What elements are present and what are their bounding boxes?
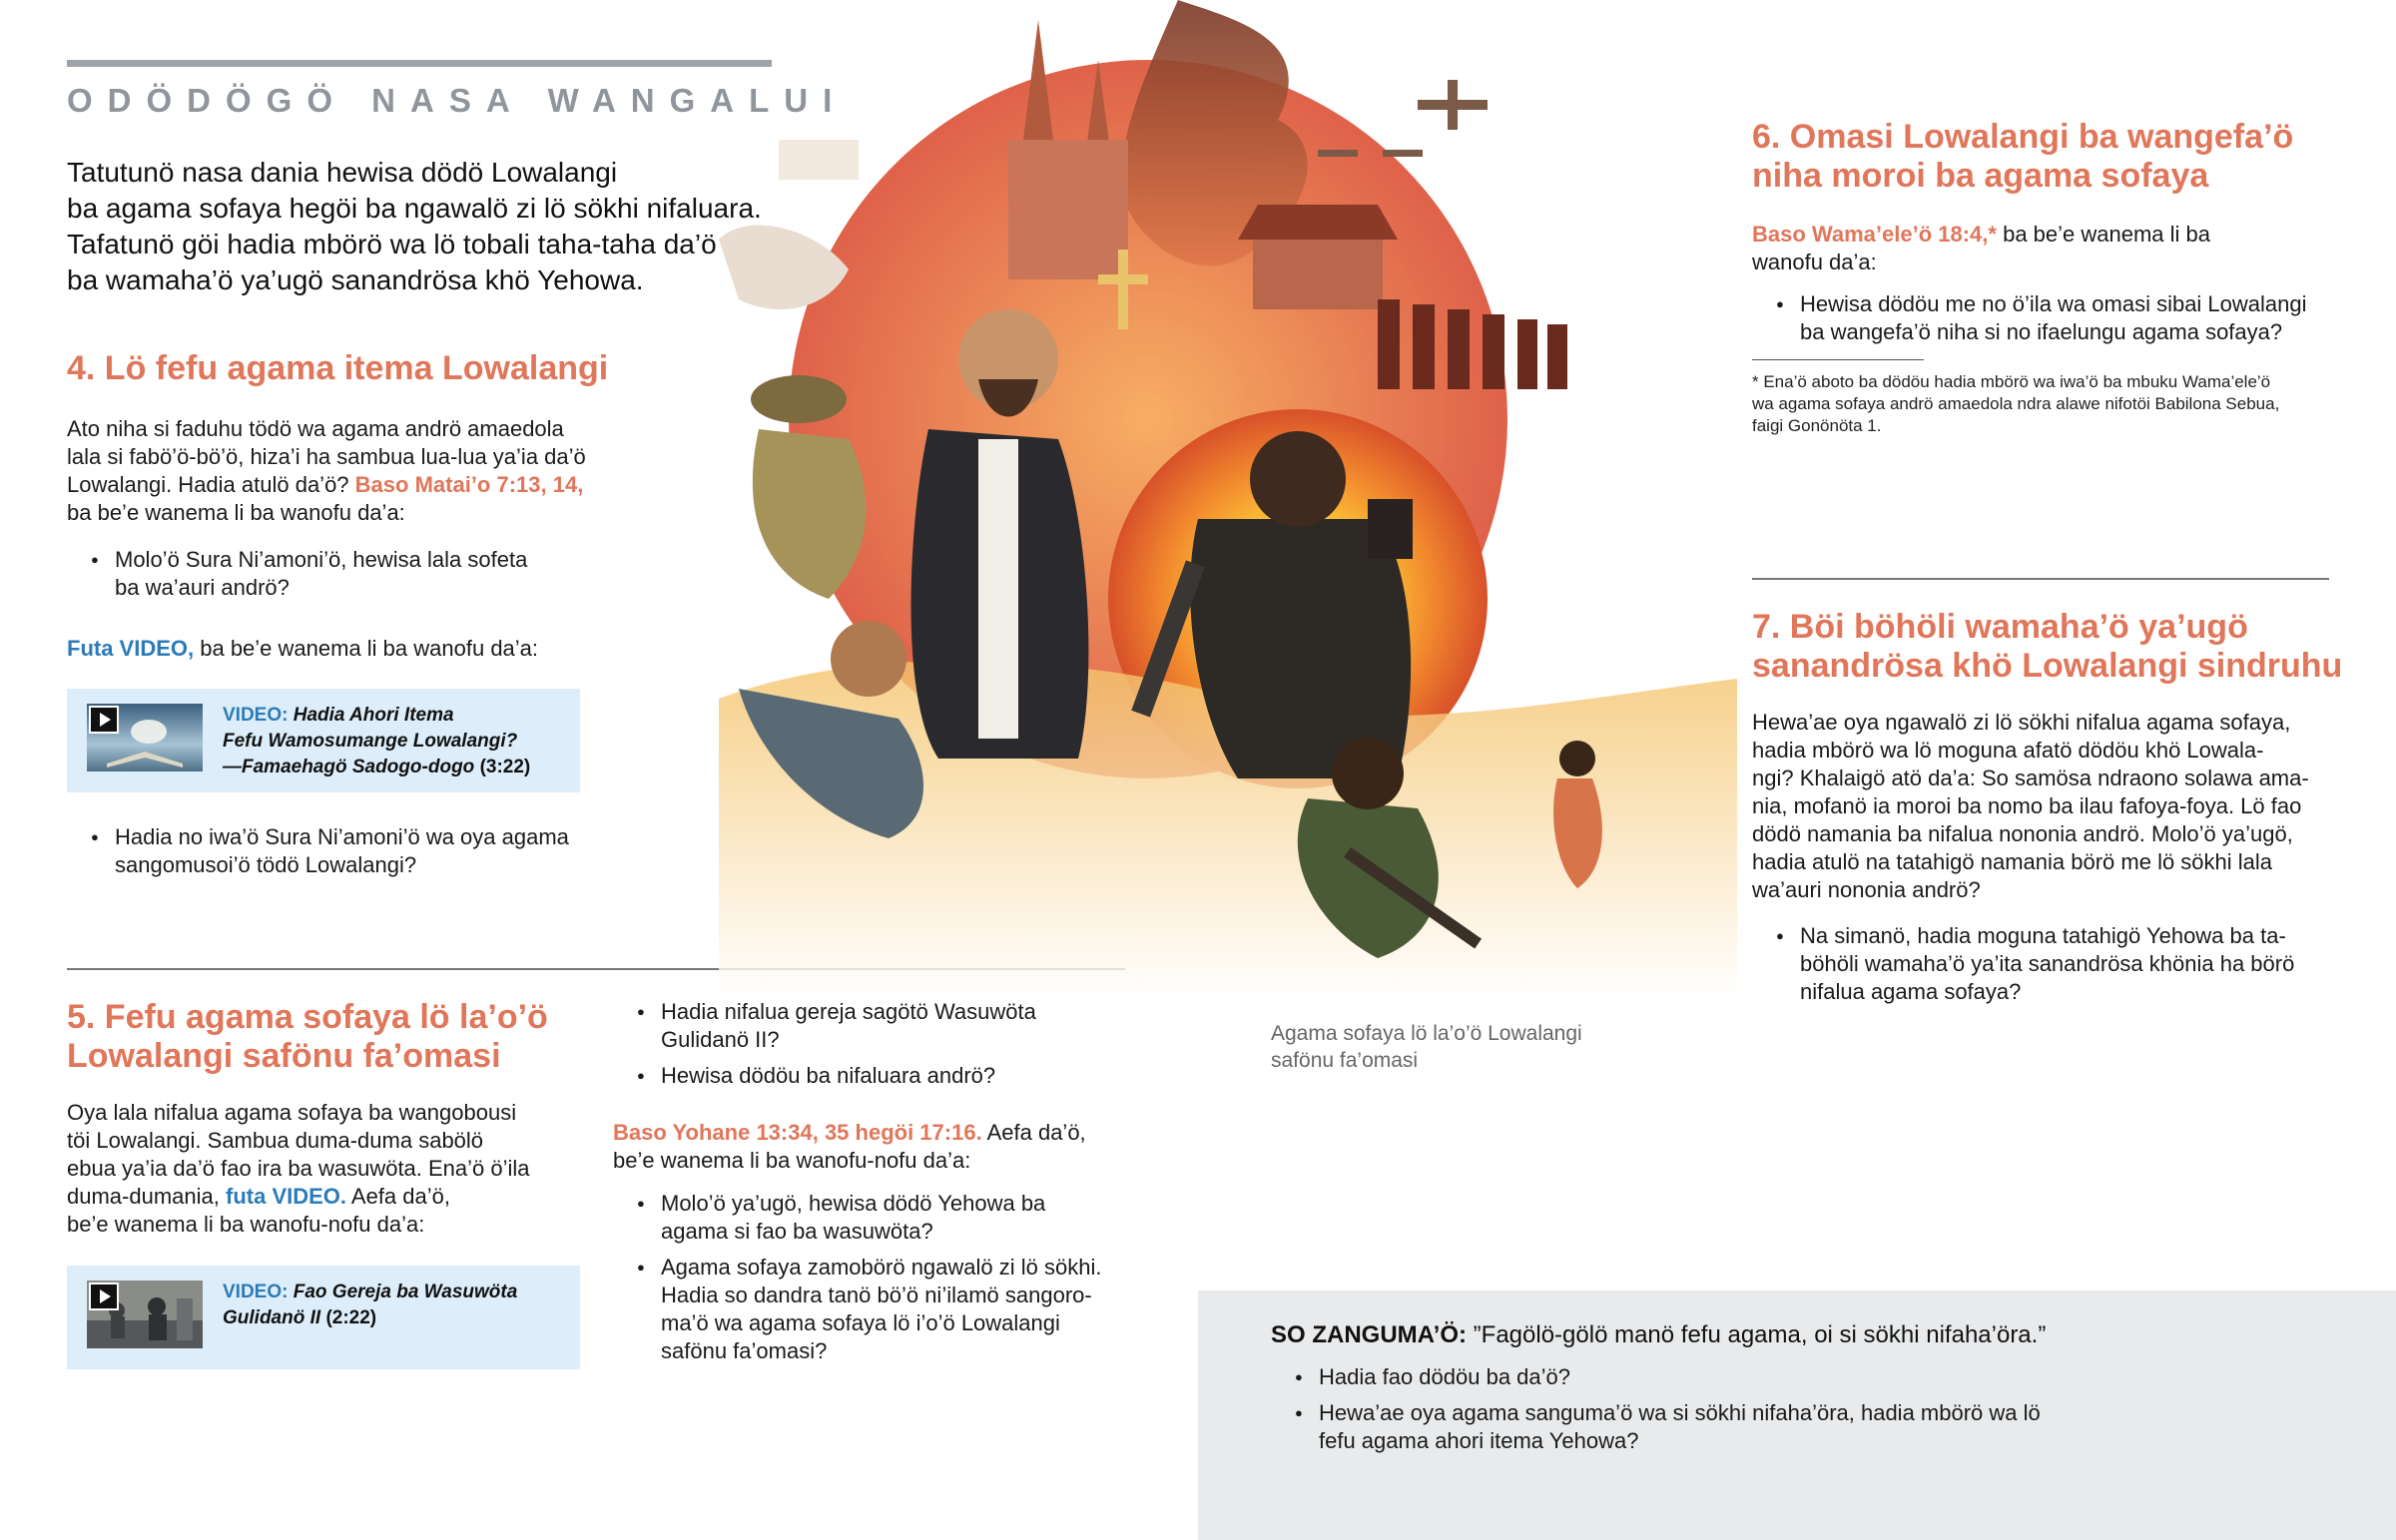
footnote-rule [1752,359,1924,360]
text-line [67,1183,626,1211]
text-span: niha moroi ba agama sofaya [1752,157,2209,195]
text-span: safönu fa’omasi? [661,1338,828,1363]
text-line: faigi Gonönöta 1. [1752,416,1882,435]
video-instruction [67,635,538,663]
question-item [1271,1399,2369,1455]
text-span: Hadia Ahori Itema [293,705,454,726]
question-item [1271,1363,2369,1391]
text-line: wanofu da’a: [1752,250,1877,274]
section-7-title [1752,608,2342,686]
text-line: ngi? Khalaigö atö da’a: So samösa ndraono solawa ama- [1752,766,2309,790]
image-caption [1271,1020,1582,1074]
text-span: Hewisa dödöu ba nifaluara andrö? [661,1063,996,1088]
text-span: böhöli wamaha’ö ya’ita sanandrösa khönia ha börö [1800,951,2295,976]
text-line: nia, mofanö ia moroi ba nomo ba ilau fafoya-foya. Lö fao [1752,793,2302,818]
text-line: lala si fabö’ö-bö’ö, hiza’i ha sambua lua-lua ya’ia da’ö [67,444,586,469]
scripture-link-wamaelelo[interactable]: Baso Wama’ele’ö 18:4, [1752,222,1989,247]
text-span: 7. Böi böhöli wamaha’ö ya’ugö [1752,608,2248,646]
scripture-link-matai[interactable]: Baso Matai’o 7:13, 14, [354,472,584,497]
question-item [613,1190,1132,1246]
section-5-questions-1 [613,998,1132,1098]
text-line: * Ena’ö aboto ba dödöu hadia mbörö wa iwa’ö ba mbuku Wama’ele’ö [1752,372,2271,391]
text-span: Lowalangi safönu fa’omasi [67,1037,501,1075]
footnote [1752,371,2351,437]
text-span: ba wangefa’ö niha si no ifaelungu agama sofaya? [1800,319,2283,344]
text-line: Oya lala nifalua agama sofaya ba wangobousi [67,1100,517,1125]
text-span: Fao Gereja ba Wasuwöta [293,1282,518,1302]
text-span: ma’ö wa agama sofaya lö i’o’ö Lowalangi [661,1310,1060,1335]
lesson-kicker: ODÖDÖGÖ NASA WANGALUI [67,82,848,119]
text-line: be’e wanema li ba wanofu-nofu da’a: [613,1148,971,1173]
intro-line: ba agama sofaya hegöi ba ngawalö zi lö sökhi nifaluara. [67,193,762,224]
text-line: Fefu Wamosumange Lowalangi? [223,731,518,752]
text-line: safönu fa’omasi [1271,1049,1419,1072]
intro-line: ba wamaha’ö ya’ugö sanandrösa khö Yehowa. [67,264,644,295]
question-item [67,823,686,879]
top-rule [67,60,772,67]
video-title [223,703,530,780]
video-link[interactable]: futa VIDEO. [226,1184,347,1209]
text-span: ba be’e wanema li ba wanofu da’a: [194,636,539,661]
text-span: ba be’e wanema li ba [1996,222,2210,247]
intro-line: Tatutunö nasa dania hewisa dödö Lowalangi [67,157,618,188]
play-icon[interactable] [89,706,119,734]
video-thumbnail[interactable] [87,1281,203,1348]
text-span: duma-dumania, [67,1184,220,1209]
text-line: ebua ya’ia da’ö fao ira ba wasuwöta. Ena’ö ö’ila [67,1156,530,1181]
intro-paragraph [67,155,786,298]
text-line: wa’auri nononia andrö? [1752,877,1981,902]
text-span: Hadia no iwa’ö Sura Ni’amoni’ö wa oya agama [115,824,569,849]
text-line: Agama sofaya lö la’o’ö Lowalangi [1271,1022,1582,1045]
summary-quote: ”Fagölö-gölö manö fefu agama, oi si sökhi nifaha’öra.” [1467,1321,2047,1348]
section-5-paragraph [67,1099,626,1239]
question-item [613,998,1132,1054]
text-span: Hadia nifalua gereja sagötö Wasuwöta [661,999,1036,1024]
section-6-title [1752,118,2293,196]
section-6-questions [1752,290,2351,354]
text-line: be’e wanema li ba wanofu-nofu da’a: [67,1212,425,1237]
video-card-2[interactable] [67,1266,580,1369]
text-line: hadia mbörö wa lö moguna afatö dödöu khö Lowala- [1752,738,2264,763]
text-span: Hadia fao dödöu ba da’ö? [1319,1364,1570,1389]
text-span: Aefa da’ö, [346,1184,450,1209]
summary-label: SO ZANGUMA’Ö: [1271,1321,1467,1348]
footnote-marker[interactable]: * [1988,222,1997,247]
text-line: wa agama sofaya andrö amaedola ndra alawe nifotöi Babilona Sebua, [1752,394,2280,413]
text-span: Molo’ö Sura Ni’amoni’ö, hewisa lala sofeta [115,547,528,572]
text-span: Gulidanö II? [661,1027,780,1052]
play-icon[interactable] [89,1283,119,1310]
question-item [613,1062,1132,1090]
text-span: Lowalangi. Hadia atulö da’ö? [67,472,349,497]
question-item [1752,922,2351,1006]
text-span: agama si fao ba wasuwöta? [661,1219,933,1244]
scripture-link-yohane[interactable]: Baso Yohane 13:34, 35 hegöi 17:16. [613,1120,982,1145]
question-item [1752,290,2351,346]
video-thumbnail[interactable] [87,704,203,771]
video-link[interactable]: Futa VIDEO, [67,636,195,661]
text-span: sanandrösa khö Lowalangi sindruhu [1752,647,2343,685]
text-span: Agama sofaya zamobörö ngawalö zi lö sökhi. [661,1255,1102,1280]
text-span: Gulidanö II [223,1307,321,1328]
text-span: Hewisa dödöu me no ö’ila wa omasi sibai Lowalangi [1800,291,2307,316]
section-divider [1752,578,2329,580]
summary-statement [1271,1319,2369,1351]
text-span: —Famaehagö Sadogo-dogo [223,757,475,777]
section-4-title: 4. Lö fefu agama itema Lowalangi [67,349,609,387]
section-5-title [67,998,548,1076]
section-4-questions-1 [67,546,686,610]
section-4-questions-2 [67,823,686,887]
text-span: Aefa da’ö, [981,1120,1086,1145]
text-line: dödö namania ba nifalua nononia andrö. Molo’ö ya’ugö, [1752,821,2293,846]
section-5-scripture-instruction [613,1119,1132,1175]
video-label: VIDEO: [223,1282,289,1302]
text-span: Hewa’ae oya agama sanguma’ö wa si sökhi nifaha’öra, hadia mbörö wa lö [1319,1400,2041,1425]
text-span: Na simanö, hadia moguna tatahigö Yehowa ba ta- [1800,923,2286,948]
question-item [67,546,686,602]
section-4-paragraph [67,415,686,527]
text-line: Ato niha si faduhu tödö wa agama andrö amaedola [67,416,564,441]
text-span: nifalua agama sofaya? [1800,979,2022,1004]
video-duration: (3:22) [479,757,531,777]
summary-questions [1271,1363,2369,1463]
section-6-instruction [1752,221,2351,276]
text-span: 5. Fefu agama sofaya lö la’o’ö [67,998,548,1036]
text-span: Hadia so dandra tanö bö’ö ni’ilamö sangoro- [661,1283,1092,1307]
section-7-paragraph [1752,709,2351,904]
text-line: hadia atulö na tatahigö namania börö me lö sökhi lala [1752,849,2273,874]
text-span: sangomusoi’ö tödö Lowalangi? [115,852,417,877]
text-span: ba wa’auri andrö? [115,575,290,600]
section-7-questions [1752,922,2351,1014]
false-religion-illustration [679,0,1737,998]
video-label: VIDEO: [223,705,289,726]
video-card-1[interactable] [67,689,580,792]
text-line [67,471,686,499]
text-span: fefu agama ahori itema Yehowa? [1319,1428,1639,1453]
intro-line: Tafatunö göi hadia mbörö wa lö tobali taha-taha da’ö [67,229,717,259]
section-5-questions-2 [613,1190,1132,1373]
question-item [613,1254,1132,1365]
text-line: ba be’e wanema li ba wanofu da’a: [67,500,405,525]
video-title [223,1280,517,1331]
text-span: Molo’ö ya’ugö, hewisa dödö Yehowa ba [661,1191,1046,1216]
video-duration: (2:22) [325,1307,377,1328]
text-line: töi Lowalangi. Sambua duma-duma sabölö [67,1128,484,1153]
text-line: Hewa’ae oya ngawalö zi lö sökhi nifalua agama sofaya, [1752,710,2291,735]
text-span: 6. Omasi Lowalangi ba wangefa’ö [1752,118,2294,156]
